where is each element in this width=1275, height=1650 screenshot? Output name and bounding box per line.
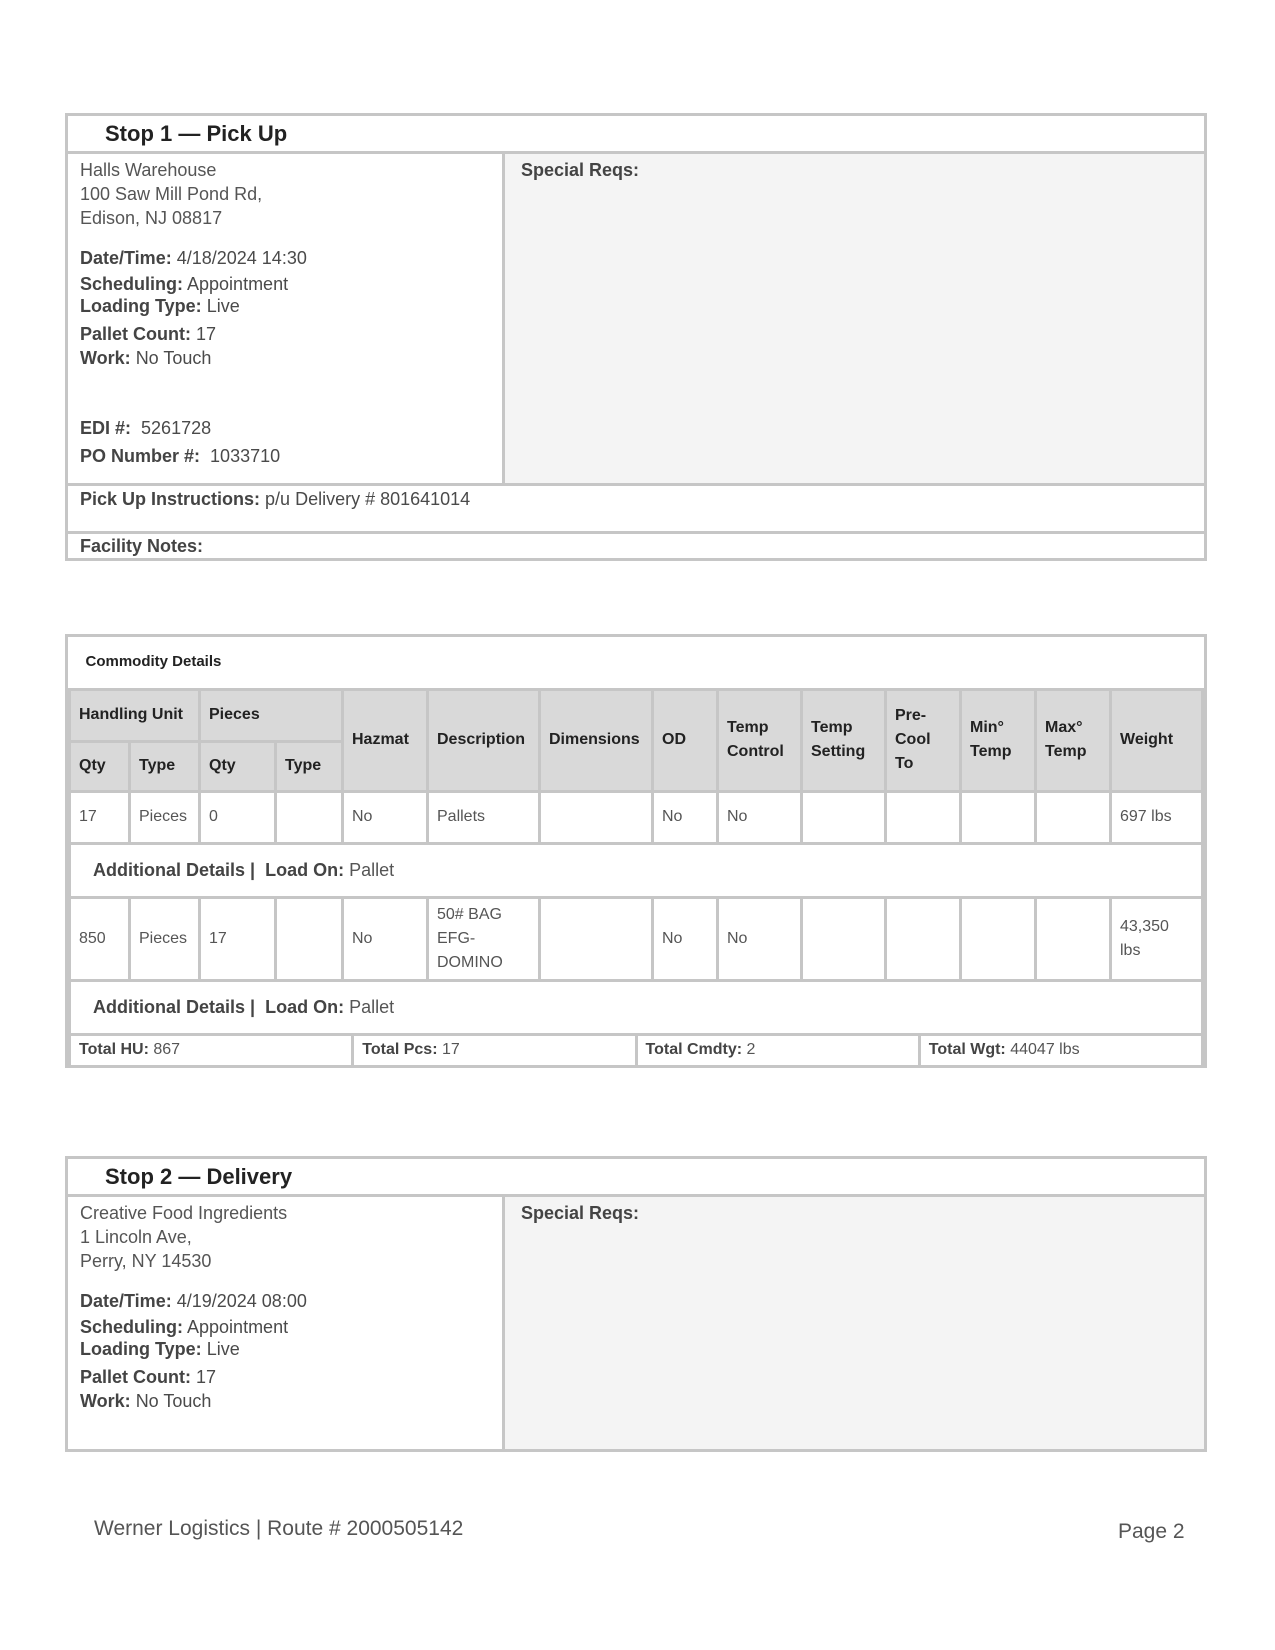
cell-pc-type [276, 791, 343, 843]
stop-2-card [65, 1156, 1207, 1452]
header-temp-setting: Temp Setting [802, 689, 886, 791]
stop-1-address-line1: 100 Saw Mill Pond Rd, [80, 184, 263, 204]
stop-2-datetime: Date/Time: 4/19/2024 08:00 [80, 1291, 307, 1311]
commodity-table [68, 637, 1204, 1036]
stop-1-details [68, 154, 505, 483]
cell-dimensions [540, 897, 653, 980]
header-pieces: Pieces [200, 689, 343, 741]
stop-2-address-line2: Perry, NY 14530 [80, 1251, 212, 1271]
cell-precool [886, 791, 961, 843]
stop-1-edi: EDI #: 5261728 [80, 418, 212, 438]
cell-hazmat: No [343, 897, 428, 980]
stop-2-pallet-count: Pallet Count: 17 [80, 1367, 217, 1387]
header-handling-unit: Handling Unit [70, 689, 200, 741]
stop-1-card [65, 113, 1207, 561]
header-pc-type: Type [276, 741, 343, 791]
header-hu-type: Type [130, 741, 200, 791]
header-pc-qty: Qty [200, 741, 276, 791]
stop-2-loading-type: Loading Type: Live [80, 1339, 240, 1359]
commodity-details-title: Commodity Details [70, 637, 1203, 689]
stop-1-scheduling: Scheduling: Appointment [80, 274, 289, 294]
stop-2-details [68, 1197, 505, 1449]
stop-2-address-line1: 1 Lincoln Ave, [80, 1227, 192, 1247]
header-min-temp: Min° Temp [961, 689, 1036, 791]
cell-temp-setting [802, 897, 886, 980]
stop-1-title: Stop 1 — Pick Up [68, 116, 1204, 154]
footer-route: Werner Logistics | Route # 2000505142 [94, 1517, 464, 1540]
cell-temp-control: No [718, 791, 802, 843]
cell-description: Pallets [428, 791, 540, 843]
cell-min-temp [961, 791, 1036, 843]
table-row [70, 897, 1203, 980]
cell-pc-type [276, 897, 343, 980]
stop-2-special-reqs: Special Reqs: [505, 1197, 1204, 1449]
header-max-temp: Max° Temp [1036, 689, 1111, 791]
cell-hazmat: No [343, 791, 428, 843]
footer-page-number: Page 2 [1118, 1520, 1185, 1543]
cell-temp-setting [802, 791, 886, 843]
stop-1-address-line2: Edison, NJ 08817 [80, 208, 223, 228]
header-hu-qty: Qty [70, 741, 130, 791]
header-precool: Pre-Cool To [886, 689, 961, 791]
header-description: Description [428, 689, 540, 791]
stop-2-title: Stop 2 — Delivery [68, 1159, 1204, 1197]
total-hu: Total HU: 867 [70, 1034, 353, 1066]
cell-temp-control: No [718, 897, 802, 980]
cell-hu-type: Pieces [130, 791, 200, 843]
total-cmdty: Total Cmdty: 2 [636, 1034, 919, 1066]
cell-max-temp [1036, 791, 1111, 843]
stop-1-work: Work: No Touch [80, 348, 212, 368]
cell-description: 50# BAG EFG-DOMINO [428, 897, 540, 980]
commodity-details-card [65, 634, 1207, 1068]
header-temp-control: Temp Control [718, 689, 802, 791]
cell-min-temp [961, 897, 1036, 980]
stop-2-work: Work: No Touch [80, 1391, 212, 1411]
stop-1-pallet-count: Pallet Count: 17 [80, 324, 217, 344]
additional-details-row: Additional Details | Load On: Pallet [70, 980, 1203, 1034]
cell-weight: 43,350 lbs [1111, 897, 1203, 980]
cell-od: No [653, 791, 718, 843]
header-hazmat: Hazmat [343, 689, 428, 791]
stop-1-facility-notes: Facility Notes: [80, 536, 204, 556]
total-wgt: Total Wgt: 44047 lbs [919, 1034, 1202, 1066]
header-weight: Weight [1111, 689, 1203, 791]
stop-2-scheduling: Scheduling: Appointment [80, 1317, 289, 1337]
stop-1-loading-type: Loading Type: Live [80, 296, 240, 316]
additional-details-row: Additional Details | Load On: Pallet [70, 843, 1203, 897]
stop-1-special-reqs: Special Reqs: [505, 154, 1204, 483]
cell-weight: 697 lbs [1111, 791, 1203, 843]
cell-od: No [653, 897, 718, 980]
cell-dimensions [540, 791, 653, 843]
cell-pc-qty: 17 [200, 897, 276, 980]
stop-1-datetime: Date/Time: 4/18/2024 14:30 [80, 248, 307, 268]
cell-precool [886, 897, 961, 980]
totals-table [68, 1033, 1204, 1068]
stop-1-pickup-instructions: Pick Up Instructions: p/u Delivery # 801641014 [68, 486, 1204, 534]
stop-2-company: Creative Food Ingredients [80, 1203, 288, 1223]
cell-hu-qty: 17 [70, 791, 130, 843]
cell-pc-qty: 0 [200, 791, 276, 843]
table-row [70, 791, 1203, 843]
stop-1-po-number: PO Number #: 1033710 [80, 446, 281, 466]
stop-1-company: Halls Warehouse [80, 160, 217, 180]
total-pcs: Total Pcs: 17 [353, 1034, 636, 1066]
header-dimensions: Dimensions [540, 689, 653, 791]
header-od: OD [653, 689, 718, 791]
cell-hu-qty: 850 [70, 897, 130, 980]
cell-hu-type: Pieces [130, 897, 200, 980]
cell-max-temp [1036, 897, 1111, 980]
